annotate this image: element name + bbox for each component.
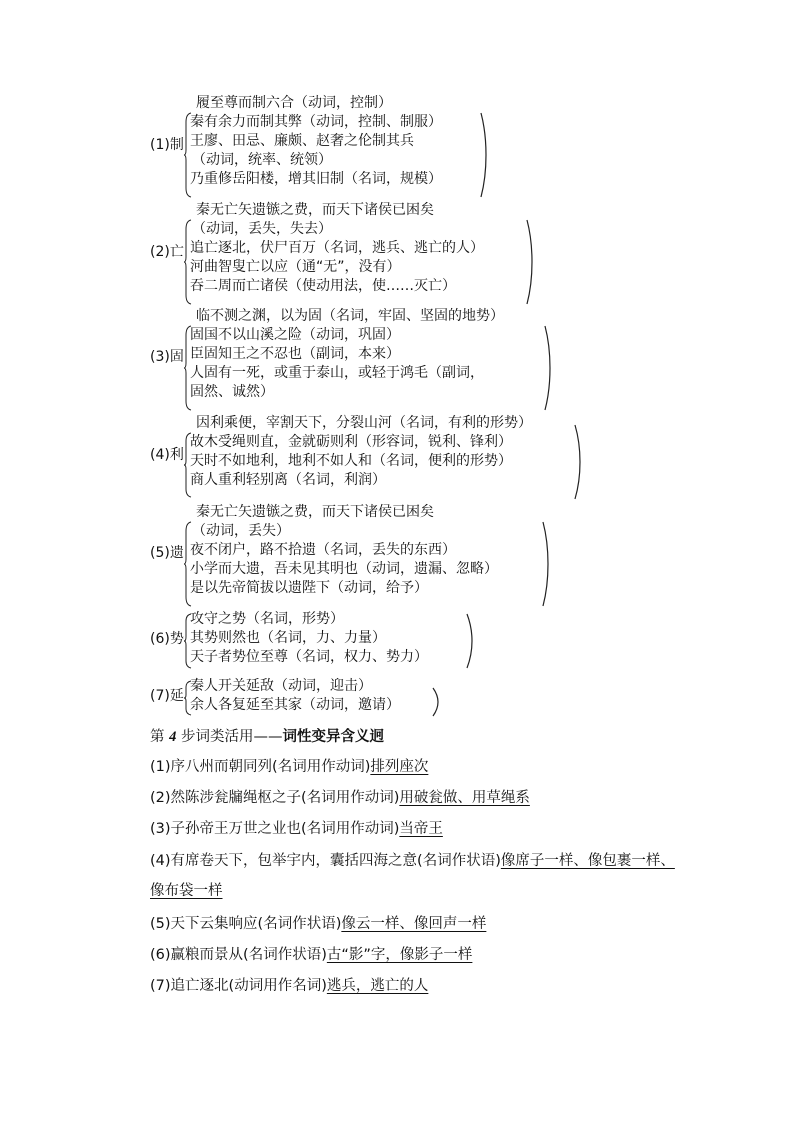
item-question: (6)赢粮而景从(名词作状语)	[150, 947, 327, 963]
usage-line: 小学而大遗，吾未见其明也（动词，遗漏、忽略）	[190, 561, 498, 577]
usage-line: 履至尊而制六合（动词，控制）	[196, 95, 392, 111]
word-group-label: (3)固	[150, 349, 184, 365]
usage-line: 商人重利轻别离（名词，利润）	[190, 472, 386, 488]
step-number: 4	[169, 729, 177, 745]
usage-line: 臣固知王之不忍也（副词，本来）	[190, 346, 400, 362]
usage-line: 秦人开关延敌（动词，迎击）	[190, 678, 372, 694]
usage-line: 河曲智叟亡以应（通“无”，没有）	[190, 259, 401, 275]
usage-line: 秦无亡矢遗镞之费，而天下诸侯已困矣	[196, 202, 434, 218]
item-question: (7)追亡逐北(动词用作名词)	[150, 978, 327, 994]
usage-line: （动词，统率、统领）	[192, 152, 332, 168]
word-group-label: (2)亡	[150, 244, 184, 260]
usage-line: 秦无亡矢遗镞之费，而天下诸侯已困矣	[196, 504, 434, 520]
list-item	[150, 819, 443, 839]
usage-line: 人固有一死，或重于泰山，或轻于鸿毛（副词，	[190, 365, 484, 381]
right-paren-icon	[526, 219, 534, 305]
usage-line: 攻守之势（名词，形势）	[190, 611, 344, 627]
title-mid: 步词类活用——	[176, 729, 283, 745]
right-paren-icon	[466, 613, 474, 669]
item-answer: 用破瓮做、用草绳系	[399, 790, 530, 806]
word-group-label: (6)势	[150, 631, 184, 647]
item-answer: 像席子一样、像包裹一样、像布袋一样	[150, 853, 675, 899]
item-answer: 逃兵，逃亡的人	[326, 978, 429, 994]
usage-line: 固然、诚然）	[190, 384, 274, 400]
usage-line: 临不测之渊，以为固（名词，牢固、坚固的地势）	[196, 308, 504, 324]
usage-line: 固国不以山溪之险（动词，巩固）	[190, 327, 400, 343]
right-paren-icon	[480, 112, 488, 198]
item-question: (1)序八州而朝同列(名词用作动词)	[150, 759, 371, 775]
right-paren-icon	[542, 521, 550, 607]
right-paren-icon	[544, 325, 552, 411]
word-group-label: (1)制	[150, 137, 184, 153]
item-question: (5)天下云集响应(名词作状语)	[150, 916, 342, 932]
list-item	[150, 788, 530, 808]
usage-line: 天时不如地利，地利不如人和（名词，便利的形势）	[190, 453, 512, 469]
item-answer: 当帝王	[399, 821, 443, 837]
title-prefix: 第	[150, 729, 170, 745]
word-group-label: (7)延	[150, 688, 184, 704]
list-item	[150, 945, 472, 965]
item-question: (4)有席卷天下，包举宇内，囊括四海之意(名词作状语)	[150, 853, 501, 869]
usage-line: 王廖、田忌、廉颇、赵奢之伦制其兵	[190, 133, 414, 149]
right-paren-icon	[574, 424, 582, 500]
usage-line: 天子者势位至尊（名词，权力、势力）	[190, 649, 428, 665]
usage-line: 其势则然也（名词，力、力量）	[190, 630, 386, 646]
usage-line: 乃重修岳阳楼，增其旧制（名词，规模）	[190, 171, 442, 187]
list-item	[150, 914, 486, 934]
usage-line: （动词，丢失）	[192, 523, 290, 539]
usage-line: 因利乘便，宰割天下，分裂山河（名词，有利的形势）	[196, 415, 532, 431]
item-answer: 像云一样、像回声一样	[341, 916, 487, 932]
section-title	[150, 727, 384, 747]
usage-line: （动词，丢失，失去）	[192, 221, 332, 237]
word-group-label: (5)遗	[150, 545, 184, 561]
usage-line: 故木受绳则直，金就砺则利（形容词，锐利、锋利）	[190, 434, 512, 450]
title-bold: 词性变异含义迥	[282, 729, 384, 745]
list-item	[118, 846, 678, 906]
item-answer: 排列座次	[370, 759, 429, 775]
usage-line: 吞二周而亡诸侯（使动用法，使……灭亡）	[190, 278, 456, 294]
word-group-label: (4)利	[150, 447, 184, 463]
list-item	[150, 976, 428, 996]
item-question: (2)然陈涉瓮牖绳枢之子(名词用作动词)	[150, 790, 400, 806]
item-question: (3)子孙帝王万世之业也(名词用作动词)	[150, 821, 400, 837]
usage-line: 追亡逐北，伏尸百万（名词，逃兵、逃亡的人）	[190, 240, 484, 256]
usage-line: 夜不闭户，路不拾遗（名词，丢失的东西）	[190, 542, 456, 558]
item-answer: 古“影”字，像影子一样	[326, 947, 473, 963]
usage-line: 是以先帝简拔以遗陛下（动词，给予）	[190, 580, 428, 596]
usage-line: 秦有余力而制其弊（动词，控制、制服）	[190, 114, 442, 130]
right-paren-icon	[432, 687, 440, 717]
usage-line: 余人各复延至其家（动词，邀请）	[190, 697, 400, 713]
list-item	[150, 757, 428, 777]
